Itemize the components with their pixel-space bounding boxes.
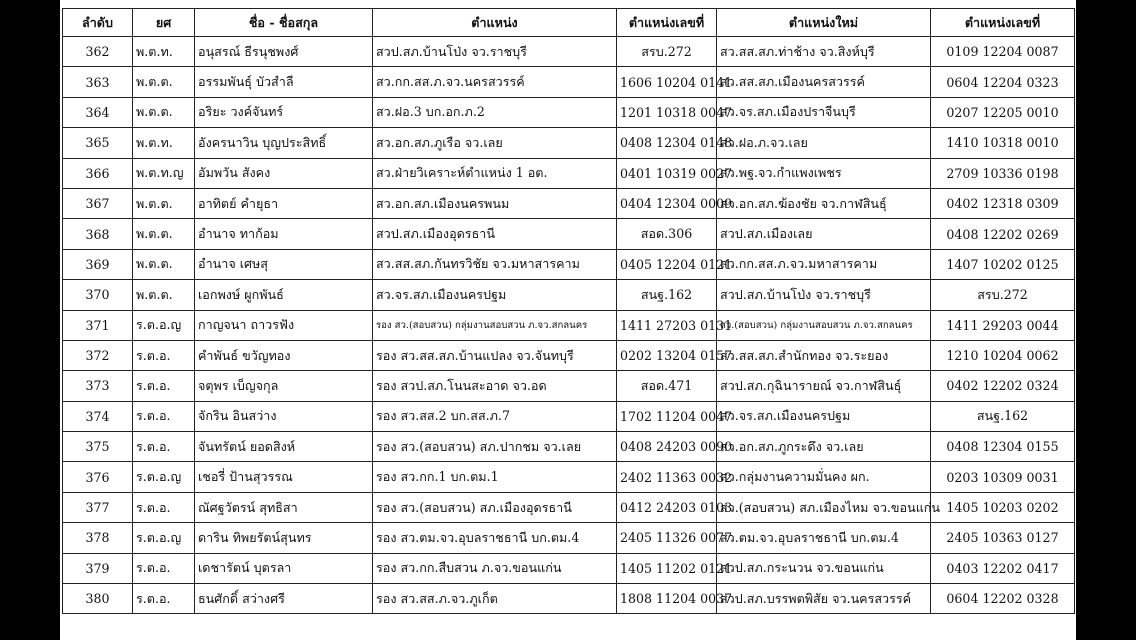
name-cell: ดาริน ทิพยรัตน์สุนทร: [195, 523, 373, 553]
rank-cell: ร.ต.อ.: [133, 401, 195, 431]
name-cell: เชอรี่ ป้านสุวรรณ: [195, 462, 373, 492]
rank-cell: พ.ต.ต.: [133, 97, 195, 127]
position-cell: สว.ฝอ.3 บก.อก.ภ.2: [373, 97, 617, 127]
table-row: [63, 584, 1075, 614]
table-row: [63, 219, 1075, 249]
position-cell: สว.จร.สภ.เมืองนครปฐม: [373, 280, 617, 310]
new-position-number-cell: 0403 12202 0417: [931, 553, 1075, 583]
position-number-cell: 0408 12304 0148: [617, 128, 717, 158]
table-row: [63, 188, 1075, 218]
rank-cell: ร.ต.อ.: [133, 584, 195, 614]
table-row: [63, 128, 1075, 158]
position-cell: สว.อก.สภ.ภูเรือ จว.เลย: [373, 128, 617, 158]
name-cell: ธนศักดิ์ สว่างศรี: [195, 584, 373, 614]
new-position-number-cell: 0402 12318 0309: [931, 188, 1075, 218]
position-cell: รอง สว.(สอบสวน) สภ.ปากชม จว.เลย: [373, 432, 617, 462]
position-number-cell: 0202 13204 0157: [617, 340, 717, 370]
rank-cell: ร.ต.อ.: [133, 492, 195, 522]
position-number-cell: สอด.306: [617, 219, 717, 249]
position-number-cell: 1411 27203 0131: [617, 310, 717, 340]
order-cell: 365: [63, 128, 133, 158]
table-row: [63, 37, 1075, 67]
new-position-number-cell: 0408 12304 0155: [931, 432, 1075, 462]
new-position-number-cell: 0604 12202 0328: [931, 584, 1075, 614]
new-position-number-cell: 0203 10309 0031: [931, 462, 1075, 492]
new-position-number-cell: สนฐ.162: [931, 401, 1075, 431]
table-row: [63, 401, 1075, 431]
order-cell: 366: [63, 158, 133, 188]
position-cell: รอง สว.สส.ภ.จว.ภูเก็ต: [373, 584, 617, 614]
name-cell: เดชารัตน์ บุตรลา: [195, 553, 373, 583]
position-number-cell: 1606 10204 0141: [617, 67, 717, 97]
order-cell: 374: [63, 401, 133, 431]
position-number-cell: 1702 11204 0047: [617, 401, 717, 431]
header-position: ตำแหน่ง: [373, 9, 617, 37]
new-position-number-cell: 1410 10318 0010: [931, 128, 1075, 158]
table-row: [63, 462, 1075, 492]
header-rank: ยศ: [133, 9, 195, 37]
position-number-cell: 2405 11326 0077: [617, 523, 717, 553]
position-number-cell: 1405 11202 0121: [617, 553, 717, 583]
new-position-number-cell: 0109 12204 0087: [931, 37, 1075, 67]
rank-cell: พ.ต.ต.: [133, 249, 195, 279]
new-position-number-cell: 1411 29203 0044: [931, 310, 1075, 340]
name-cell: คำพันธ์ ขวัญทอง: [195, 340, 373, 370]
name-cell: จันทรัตน์ ยอดสิงห์: [195, 432, 373, 462]
header-name: ชื่อ - ชื่อสกุล: [195, 9, 373, 37]
new-position-number-cell: 0604 12204 0323: [931, 67, 1075, 97]
new-position-cell: สว.กลุ่มงานความมั่นคง ผก.: [717, 462, 931, 492]
new-position-number-cell: 2709 10336 0198: [931, 158, 1075, 188]
order-cell: 380: [63, 584, 133, 614]
position-number-cell: 2402 11363 0032: [617, 462, 717, 492]
table-row: [63, 67, 1075, 97]
new-position-number-cell: 1407 10202 0125: [931, 249, 1075, 279]
new-position-cell: สว.สส.สภ.สำนักทอง จว.ระยอง: [717, 340, 931, 370]
new-position-cell: สว.จร.สภ.เมืองนครปฐม: [717, 401, 931, 431]
document-page: [60, 0, 1076, 640]
name-cell: อาทิตย์ คำยุธา: [195, 188, 373, 218]
name-cell: อังครนาวิน บุญประสิทธิ์: [195, 128, 373, 158]
name-cell: ณัศฐวัตรน์ สุทธิสา: [195, 492, 373, 522]
new-position-number-cell: สรบ.272: [931, 280, 1075, 310]
table-row: [63, 371, 1075, 401]
rank-cell: ร.ต.อ.: [133, 371, 195, 401]
table-row: [63, 432, 1075, 462]
rank-cell: ร.ต.อ.: [133, 340, 195, 370]
new-position-cell: สว.จร.สภ.เมืองปราจีนบุรี: [717, 97, 931, 127]
new-position-cell: สว.(สอบสวน) กลุ่มงานสอบสวน ภ.จว.สกลนคร: [717, 310, 931, 340]
rank-cell: พ.ต.ท.: [133, 128, 195, 158]
new-position-cell: สว.อก.สภ.ฆ้องชัย จว.กาฬสินธุ์: [717, 188, 931, 218]
name-cell: กาญจนา ถาวรฟัง: [195, 310, 373, 340]
position-cell: สวป.สภ.เมืองอุดรธานี: [373, 219, 617, 249]
personnel-table: [62, 8, 1075, 614]
position-number-cell: 0408 24203 0090: [617, 432, 717, 462]
new-position-number-cell: 1210 10204 0062: [931, 340, 1075, 370]
new-position-number-cell: 0207 12205 0010: [931, 97, 1075, 127]
order-cell: 376: [63, 462, 133, 492]
rank-cell: พ.ต.ต.: [133, 219, 195, 249]
table-header-row: [63, 9, 1075, 37]
rank-cell: พ.ต.ต.: [133, 280, 195, 310]
position-cell: สว.สส.สภ.กันทรวิชัย จว.มหาสารคาม: [373, 249, 617, 279]
right-letterbox: [1076, 0, 1136, 640]
position-cell: รอง สว.กก.1 บก.ตม.1: [373, 462, 617, 492]
name-cell: อริยะ วงค์จันทร์: [195, 97, 373, 127]
new-position-cell: สว.พฐ.จว.กำแพงเพชร: [717, 158, 931, 188]
rank-cell: ร.ต.อ.ญ: [133, 310, 195, 340]
table-row: [63, 280, 1075, 310]
name-cell: อัมพวัน สังคง: [195, 158, 373, 188]
table-row: [63, 158, 1075, 188]
position-cell: รอง สว.สส.สภ.บ้านแปลง จว.จันทบุรี: [373, 340, 617, 370]
new-position-cell: สว.ตม.จว.อุบลราชธานี บก.ตม.4: [717, 523, 931, 553]
position-number-cell: 0412 24203 0103: [617, 492, 717, 522]
rank-cell: ร.ต.อ.: [133, 553, 195, 583]
new-position-cell: สว.ฝอ.ภ.จว.เลย: [717, 128, 931, 158]
new-position-number-cell: 2405 10363 0127: [931, 523, 1075, 553]
order-cell: 364: [63, 97, 133, 127]
table-row: [63, 523, 1075, 553]
left-letterbox: [0, 0, 60, 640]
order-cell: 363: [63, 67, 133, 97]
new-position-number-cell: 0402 12202 0324: [931, 371, 1075, 401]
new-position-cell: สวป.สภ.กระนวน จว.ขอนแก่น: [717, 553, 931, 583]
order-cell: 372: [63, 340, 133, 370]
order-cell: 375: [63, 432, 133, 462]
position-number-cell: 0401 10319 0027: [617, 158, 717, 188]
header-order: ลำดับ: [63, 9, 133, 37]
position-cell: สว.กก.สส.ภ.จว.นครสวรรค์: [373, 67, 617, 97]
rank-cell: พ.ต.ท.ญ: [133, 158, 195, 188]
position-number-cell: 1201 10318 0047: [617, 97, 717, 127]
position-number-cell: 1808 11204 0037: [617, 584, 717, 614]
position-number-cell: สนฐ.162: [617, 280, 717, 310]
rank-cell: พ.ต.ต.: [133, 188, 195, 218]
position-number-cell: 0404 12304 0009: [617, 188, 717, 218]
order-cell: 362: [63, 37, 133, 67]
name-cell: อรรมพันธุ์ บัวสำลี: [195, 67, 373, 97]
header-new-position: ตำแหน่งใหม่: [717, 9, 931, 37]
position-cell: รอง สว.สส.2 บก.สส.ภ.7: [373, 401, 617, 431]
table-row: [63, 553, 1075, 583]
rank-cell: ร.ต.อ.ญ: [133, 462, 195, 492]
new-position-cell: สว.สส.สภ.เมืองนครสวรรค์: [717, 67, 931, 97]
position-cell: รอง สว.(สอบสวน) สภ.เมืองอุดรธานี: [373, 492, 617, 522]
new-position-cell: สว.สส.สภ.ท่าช้าง จว.สิงห์บุรี: [717, 37, 931, 67]
table-row: [63, 310, 1075, 340]
position-number-cell: 0405 12204 0121: [617, 249, 717, 279]
name-cell: จักริน อินสว่าง: [195, 401, 373, 431]
new-position-cell: สวป.สภ.เมืองเลย: [717, 219, 931, 249]
new-position-cell: สว.อก.สภ.ภูกระดึง จว.เลย: [717, 432, 931, 462]
position-number-cell: สอด.471: [617, 371, 717, 401]
position-cell: สว.ฝ่ายวิเคราะห์ตำแหน่ง 1 อต.: [373, 158, 617, 188]
new-position-number-cell: 1405 10203 0202: [931, 492, 1075, 522]
table-row: [63, 249, 1075, 279]
position-cell: สวป.สภ.บ้านโป่ง จว.ราชบุรี: [373, 37, 617, 67]
order-cell: 369: [63, 249, 133, 279]
name-cell: อนุสรณ์ ธีรนุชพงศ์: [195, 37, 373, 67]
new-position-cell: สว.กก.สส.ภ.จว.มหาสารคาม: [717, 249, 931, 279]
name-cell: เอกพงษ์ ผูกพันธ์: [195, 280, 373, 310]
rank-cell: พ.ต.ท.: [133, 37, 195, 67]
new-position-cell: สวป.สภ.กุฉินารายณ์ จว.กาฬสินธุ์: [717, 371, 931, 401]
position-cell: รอง สวป.สภ.โนนสะอาด จว.อด: [373, 371, 617, 401]
order-cell: 370: [63, 280, 133, 310]
table-row: [63, 340, 1075, 370]
order-cell: 367: [63, 188, 133, 218]
order-cell: 373: [63, 371, 133, 401]
new-position-number-cell: 0408 12202 0269: [931, 219, 1075, 249]
rank-cell: พ.ต.ต.: [133, 67, 195, 97]
order-cell: 377: [63, 492, 133, 522]
header-position-number: ตำแหน่งเลขที่: [617, 9, 717, 37]
name-cell: อำนาจ ทาก้อม: [195, 219, 373, 249]
position-cell: สว.อก.สภ.เมืองนครพนม: [373, 188, 617, 218]
table-row: [63, 97, 1075, 127]
table-row: [63, 492, 1075, 522]
new-position-cell: สว.(สอบสวน) สภ.เมืองไหม จว.ขอนแก่น: [717, 492, 931, 522]
name-cell: จตุพร เบ็ญจกุล: [195, 371, 373, 401]
rank-cell: ร.ต.อ.: [133, 432, 195, 462]
order-cell: 368: [63, 219, 133, 249]
position-cell: รอง สว.(สอบสวน) กลุ่มงานสอบสวน ภ.จว.สกลนคร: [373, 310, 617, 340]
order-cell: 371: [63, 310, 133, 340]
position-cell: รอง สว.กก.สืบสวน ภ.จว.ขอนแก่น: [373, 553, 617, 583]
position-cell: รอง สว.ตม.จว.อุบลราชธานี บก.ตม.4: [373, 523, 617, 553]
order-cell: 378: [63, 523, 133, 553]
header-new-position-number: ตำแหน่งเลขที่: [931, 9, 1075, 37]
new-position-cell: สวป.สภ.บ้านโป่ง จว.ราชบุรี: [717, 280, 931, 310]
name-cell: อำนาจ เศษสุ: [195, 249, 373, 279]
position-number-cell: สรบ.272: [617, 37, 717, 67]
rank-cell: ร.ต.อ.ญ: [133, 523, 195, 553]
order-cell: 379: [63, 553, 133, 583]
new-position-cell: สวป.สภ.บรรพตพิสัย จว.นครสวรรค์: [717, 584, 931, 614]
